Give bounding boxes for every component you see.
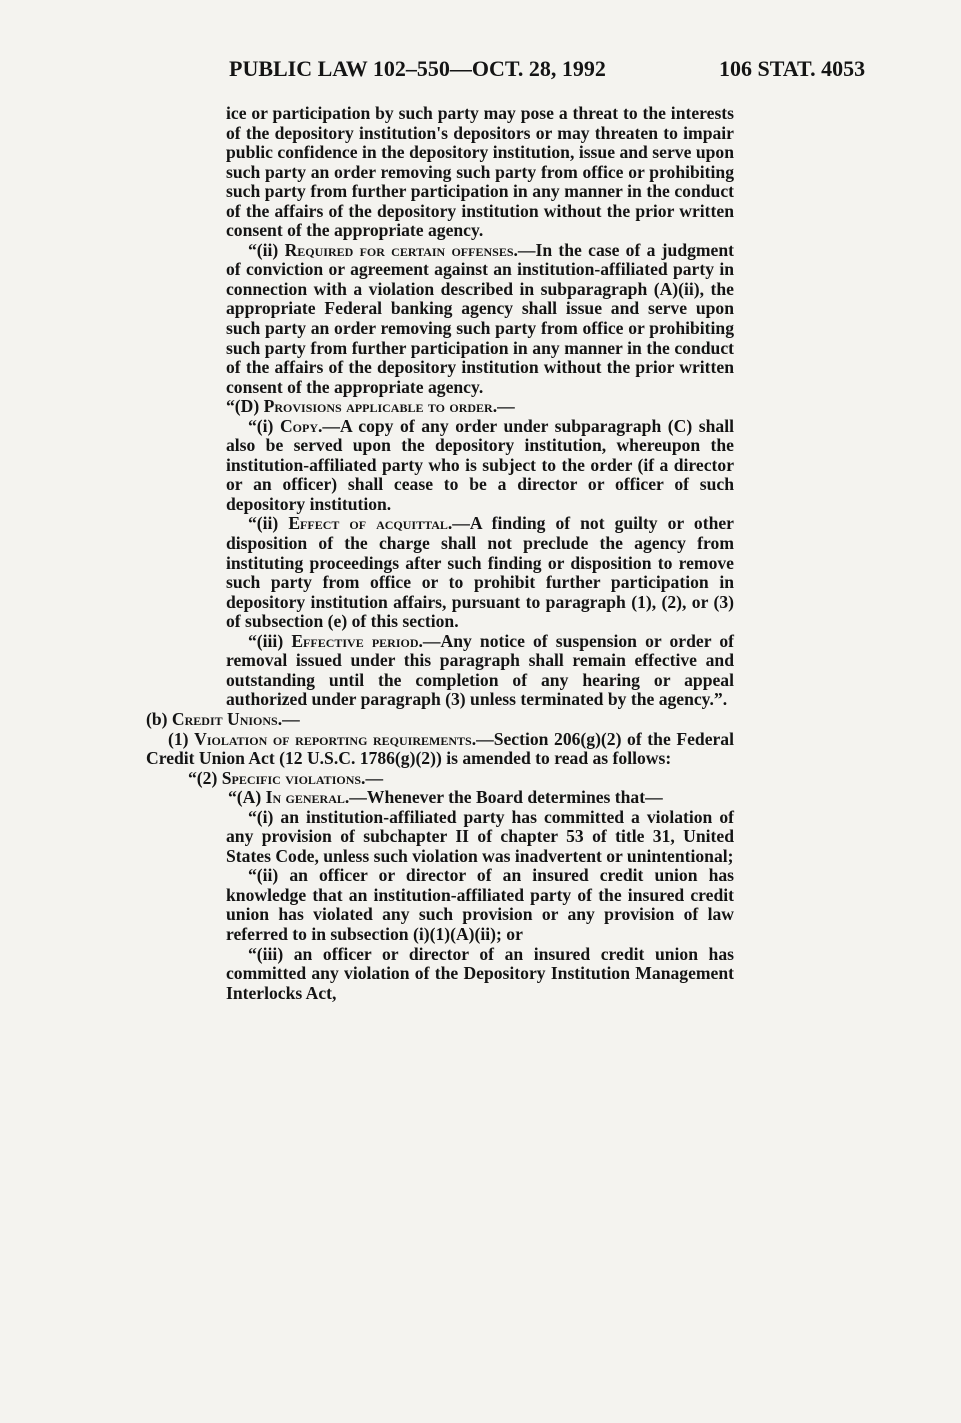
clause-ii-knowledge: “(ii) an officer or director of an insured credit union has knowledge that an institution-affiliated party of the insured credit union has violated any such provision or any provision of law referred to in subsection (i)(1)(A)(ii); or <box>226 865 734 944</box>
subparagraph-body: — <box>497 396 515 417</box>
subparagraph-lead: “(D) <box>226 396 264 417</box>
subparagraph-heading: Provisions applicable to order. <box>263 396 498 417</box>
clause-lead: “(ii) <box>248 239 285 260</box>
clause-i-copy <box>146 417 734 515</box>
subparagraph-lead: “(A) <box>228 787 266 808</box>
paragraph-1-violation <box>146 730 734 769</box>
paragraph-continuation: ice or participation by such party may pose a threat to the interests of the depository institution's depositors or may threaten to impair public confidence in the depository institution, issue and serve upon such party an order removing such party from office or prohibiting such party from further participation in any manner in the conduct of the affairs of the depository institution without the prior written consent of the appropriate agency. <box>226 103 734 241</box>
clause-lead: “(ii) <box>248 513 289 534</box>
running-head-law: PUBLIC LAW 102–550—OCT. 28, 1992 <box>229 56 606 81</box>
subparagraph-d <box>146 397 734 417</box>
paragraph-lead: (1) <box>168 728 195 749</box>
clause-iii-effective <box>146 632 734 710</box>
clause-body: —A copy of any order under subparagraph (C) shall also be served upon the depository institution, whereupon the institution-affiliated party who is subject to the order (if a director or an officer) shall cease to be a director or officer of such depository institution. <box>226 415 734 514</box>
subparagraph-body: —Whenever the Board determines that— <box>349 787 663 808</box>
clause-heading: Effect of acquittal. <box>288 513 453 534</box>
clause-heading: Effective period. <box>291 630 423 651</box>
paragraph-heading: Specific violations. <box>221 767 366 788</box>
clause-lead: “(i) <box>248 415 280 436</box>
subsection-b-credit-unions <box>146 710 734 730</box>
clause-body: —A finding of not guilty or other disposition of the charge shall not preclude the agency from instituting proceedings after such finding or disposition to remove such party from office or to prohibit further participation in depository institution affairs, pursuant to paragraph (1), (2), or (3) of subsection (e) of this section. <box>226 513 734 632</box>
subsection-body: — <box>282 708 300 729</box>
clause-i-violation: “(i) an institution-affiliated party has committed a violation of any provision of subchapter II of chapter 53 of title 31, United States Code, unless such violation was inadvertent or unintentional; <box>226 806 734 866</box>
paragraph-body: — <box>365 767 384 788</box>
clause-body: —In the case of a judgment of conviction or agreement against an institution-affiliated party in connection with a violation described in subparagraph (A)(ii), the appropriate Federal banking agency shall issue and serve upon such party an order removing such party from office or prohibiting such party from further participation in any manner in the conduct of the affairs of the depository institution without the prior written consent of the appropriate agency. <box>226 239 735 397</box>
statute-body <box>146 104 734 1003</box>
running-head-stat: 106 STAT. 4053 <box>719 56 866 81</box>
clause-heading: Copy. <box>279 415 323 436</box>
subsection-lead: (b) <box>146 708 172 729</box>
subparagraph-a-general <box>146 788 734 808</box>
clause-lead: “(iii) <box>248 630 292 651</box>
clause-iii-interlocks: “(iii) an officer or director of an insured credit union has committed any violation of the Depository Institution Management Interlocks Act, <box>226 943 734 1003</box>
clause-ii-acquittal <box>146 514 734 631</box>
subparagraph-heading: In general. <box>265 787 350 808</box>
subsection-heading: Credit Unions. <box>171 708 283 729</box>
paragraph-body: —Section 206(g)(2) of the Federal Credit Union Act (12 U.S.C. 1786(g)(2)) is amended to read as follows: <box>146 728 734 769</box>
paragraph-2-specific <box>146 769 734 789</box>
clause-ii-required <box>146 241 734 397</box>
clause-body: —Any notice of suspension or order of removal issued under this paragraph shall remain effective and outstanding until the completion of any hearing or appeal authorized under paragraph (3) unless terminated by the agency.”. <box>226 630 734 710</box>
clause-heading: Required for certain offenses. <box>284 239 518 260</box>
paragraph-lead: “(2) <box>188 767 222 788</box>
paragraph-heading: Violation of reporting requirements. <box>194 728 477 749</box>
